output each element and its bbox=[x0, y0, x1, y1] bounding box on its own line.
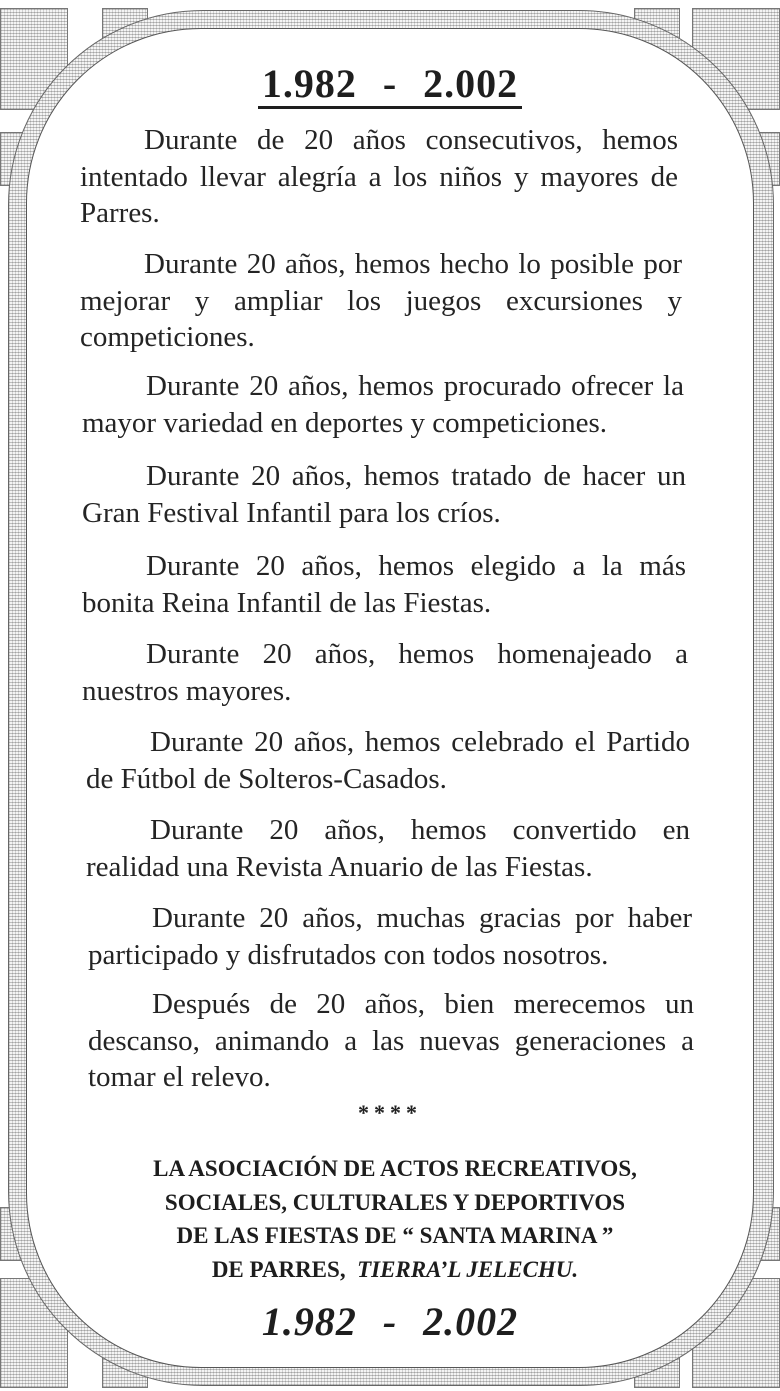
credit-line-4 bbox=[80, 1253, 710, 1287]
paragraph-5: Durante 20 años, hemos elegido a la más bonita Reina Infantil de las Fiestas. bbox=[82, 550, 686, 619]
paragraph-10: Después de 20 años, bien merecemos un descanso, animando a las nuevas generaciones a tomar el relevo. bbox=[88, 988, 694, 1093]
paragraph-4: Durante 20 años, hemos tratado de hacer un Gran Festival Infantil para los críos. bbox=[82, 460, 686, 529]
paragraph-1: Durante de 20 años consecutivos, hemos intentado llevar alegría a los niños y mayores de Parres. bbox=[80, 124, 678, 229]
credit-line-1: LA ASOCIACIÓN DE ACTOS RECREATIVOS, bbox=[153, 1156, 637, 1181]
paragraph-7: Durante 20 años, hemos celebrado el Partido de Fútbol de Solteros-Casados. bbox=[86, 726, 690, 795]
credit-line-2: SOCIALES, CULTURALES Y DEPORTIVOS bbox=[164, 1189, 626, 1215]
top-year-range bbox=[258, 61, 522, 109]
credit-line-3: DE LAS FIESTAS DE “ SANTA MARINA ” bbox=[176, 1223, 614, 1248]
credit-line-4-plain: DE PARRES, bbox=[211, 1256, 346, 1282]
end-year: 2.002 bbox=[423, 61, 519, 106]
paragraph-2: Durante 20 años, hemos hecho lo posible por mejorar y ampliar los juegos excursiones y competiciones. bbox=[80, 248, 682, 353]
paragraph-8: Durante 20 años, hemos convertido en realidad una Revista Anuario de las Fiestas. bbox=[86, 814, 690, 883]
top-year-heading bbox=[0, 60, 780, 107]
bottom-end-year: 2.002 bbox=[423, 1299, 519, 1344]
star-divider: **** bbox=[358, 1100, 422, 1125]
association-credit bbox=[80, 1152, 710, 1286]
bottom-year-heading bbox=[0, 1298, 780, 1345]
start-year: 1.982 bbox=[261, 61, 357, 106]
bottom-start-year: 1.982 bbox=[261, 1299, 357, 1344]
paragraph-6: Durante 20 años, hemos homenajeado a nuestros mayores. bbox=[82, 638, 688, 707]
paragraph-3: Durante 20 años, hemos procurado ofrecer la mayor variedad en deportes y competiciones. bbox=[82, 370, 684, 439]
year-separator: - bbox=[382, 61, 398, 106]
credit-line-4-italic: TIERRA’L JELECHU. bbox=[357, 1256, 579, 1282]
paragraph-9: Durante 20 años, muchas gracias por haber participado y disfrutados con todos nosotros. bbox=[88, 902, 692, 971]
bottom-year-separator: - bbox=[382, 1299, 398, 1344]
